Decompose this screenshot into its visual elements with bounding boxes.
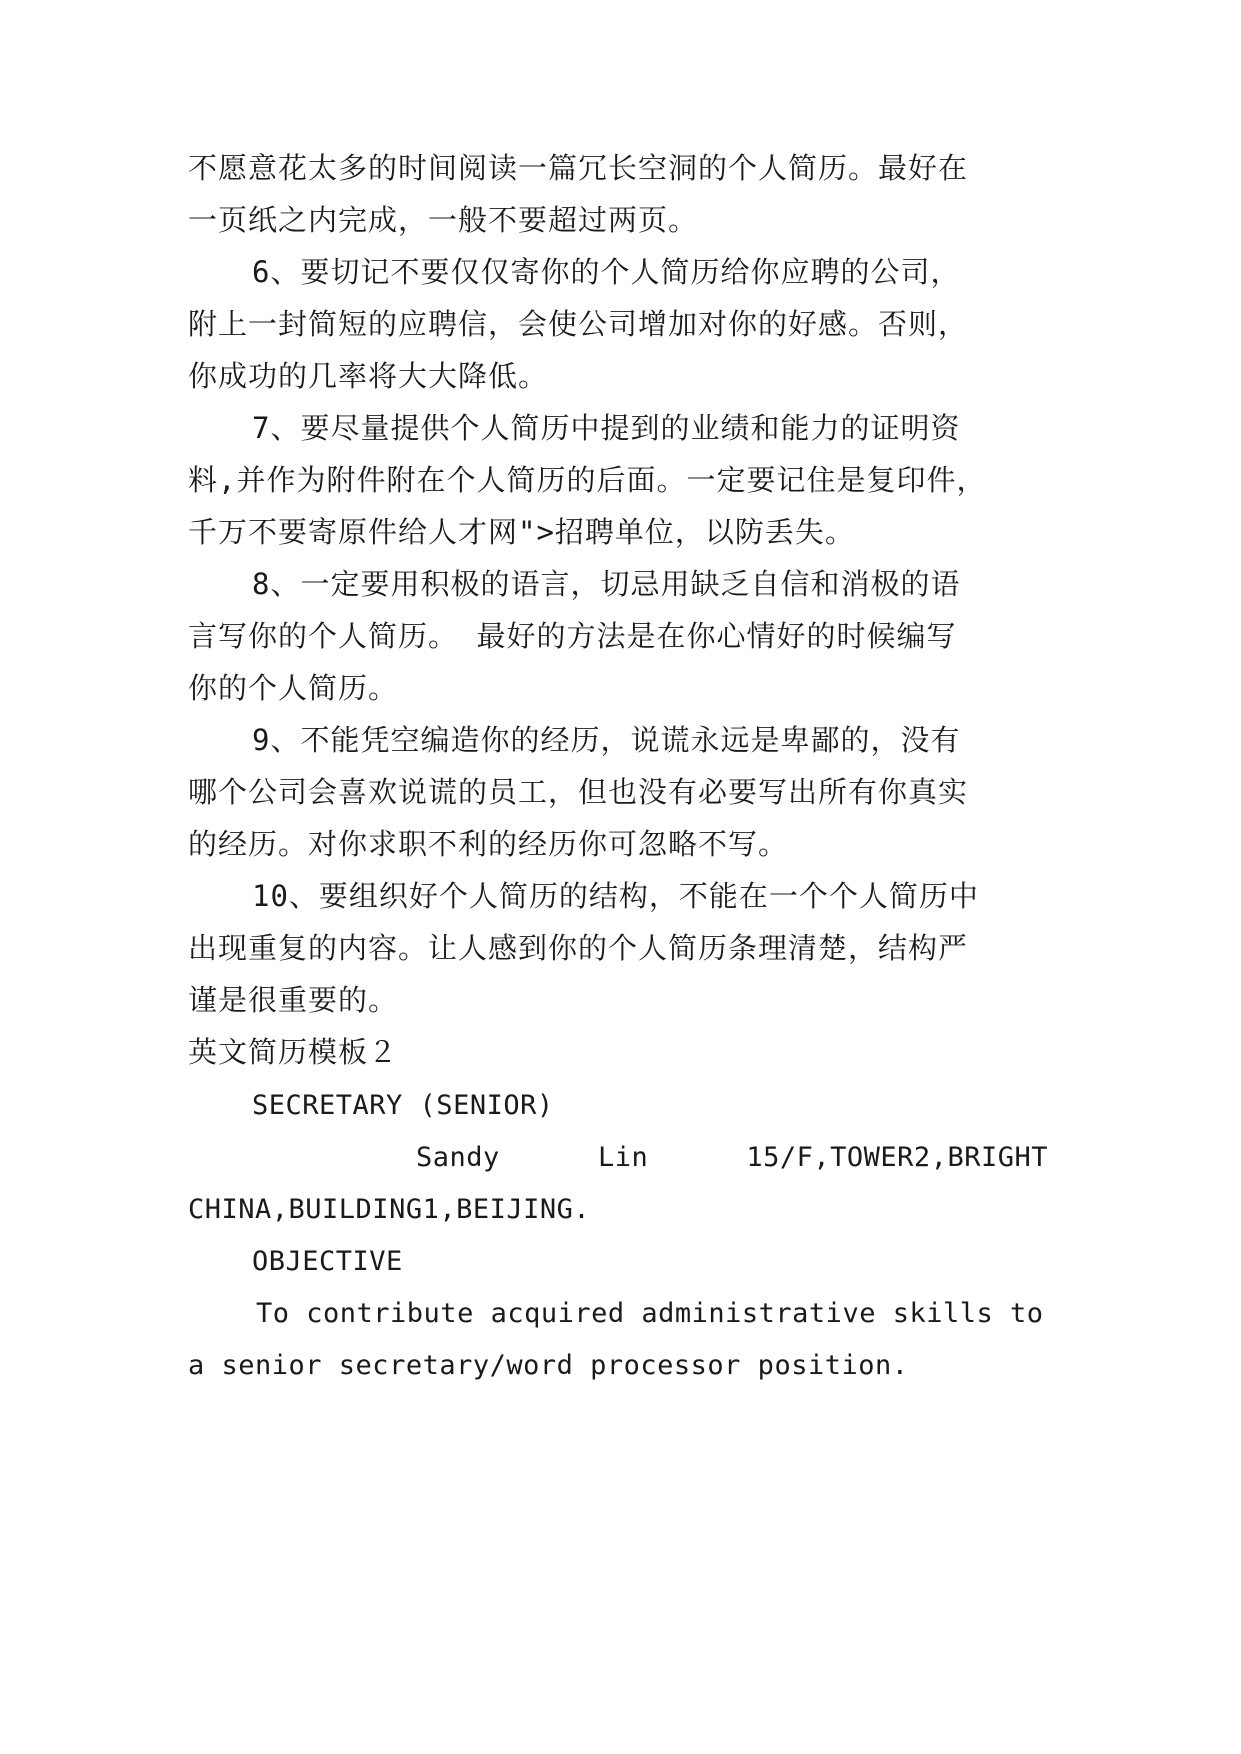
text-line: 料,并作为附件附在个人简历的后面。一定要记住是复印件，	[188, 463, 987, 497]
first-name: Sandy	[416, 1142, 500, 1173]
text-line: 哪个公司会喜欢说谎的员工，但也没有必要写出所有你真实	[188, 775, 969, 809]
text-line: 6、要切记不要仅仅寄你的个人简历给你应聘的公司，	[252, 255, 961, 289]
text-line: 你成功的几率将大大降低。	[188, 359, 549, 393]
text-line: 不愿意花太多的时间阅读一篇冗长空洞的个人简历。最好在	[188, 151, 969, 185]
text-line: 一页纸之内完成，一般不要超过两页。	[188, 203, 699, 237]
address-part-2: CHINA,BUILDING1,BEIJING.	[188, 1194, 591, 1225]
resume-title: SECRETARY (SENIOR)	[252, 1090, 554, 1121]
text-line: 谨是很重要的。	[188, 983, 399, 1017]
text-line: 8、一定要用积极的语言，切忌用缺乏自信和消极的语	[252, 567, 961, 601]
text-line: 你的个人简历。	[188, 671, 399, 705]
text-line: 言写你的个人简历。 最好的方法是在你心情好的时候编写	[188, 619, 957, 653]
section-heading: 英文简历模板２	[188, 1035, 399, 1069]
text-line: 9、不能凭空编造你的经历，说谎永远是卑鄙的，没有	[252, 723, 961, 757]
text-line: 千万不要寄原件给人才网">招聘单位，以防丢失。	[188, 515, 855, 549]
objective-text: a senior secretary/word processor position.	[188, 1350, 909, 1381]
contact-line	[416, 1138, 1048, 1178]
text-line: 的经历。对你求职不利的经历你可忽略不写。	[188, 827, 789, 861]
last-name: Lin	[597, 1142, 649, 1173]
text-line: 附上一封简短的应聘信，会使公司增加对你的好感。否则，	[188, 307, 969, 341]
text-line: 7、要尽量提供个人简历中提到的业绩和能力的证明资	[252, 411, 961, 445]
text-line: 出现重复的内容。让人感到你的个人简历条理清楚，结构严	[188, 931, 969, 965]
objective-heading: OBJECTIVE	[252, 1246, 403, 1277]
objective-text: To contribute acquired administrative skills to	[256, 1298, 1044, 1329]
text-line: 10、要组织好个人简历的结构，不能在一个个人简历中	[252, 879, 979, 913]
address-part-1: 15/F,TOWER2,BRIGHT	[746, 1142, 1048, 1173]
